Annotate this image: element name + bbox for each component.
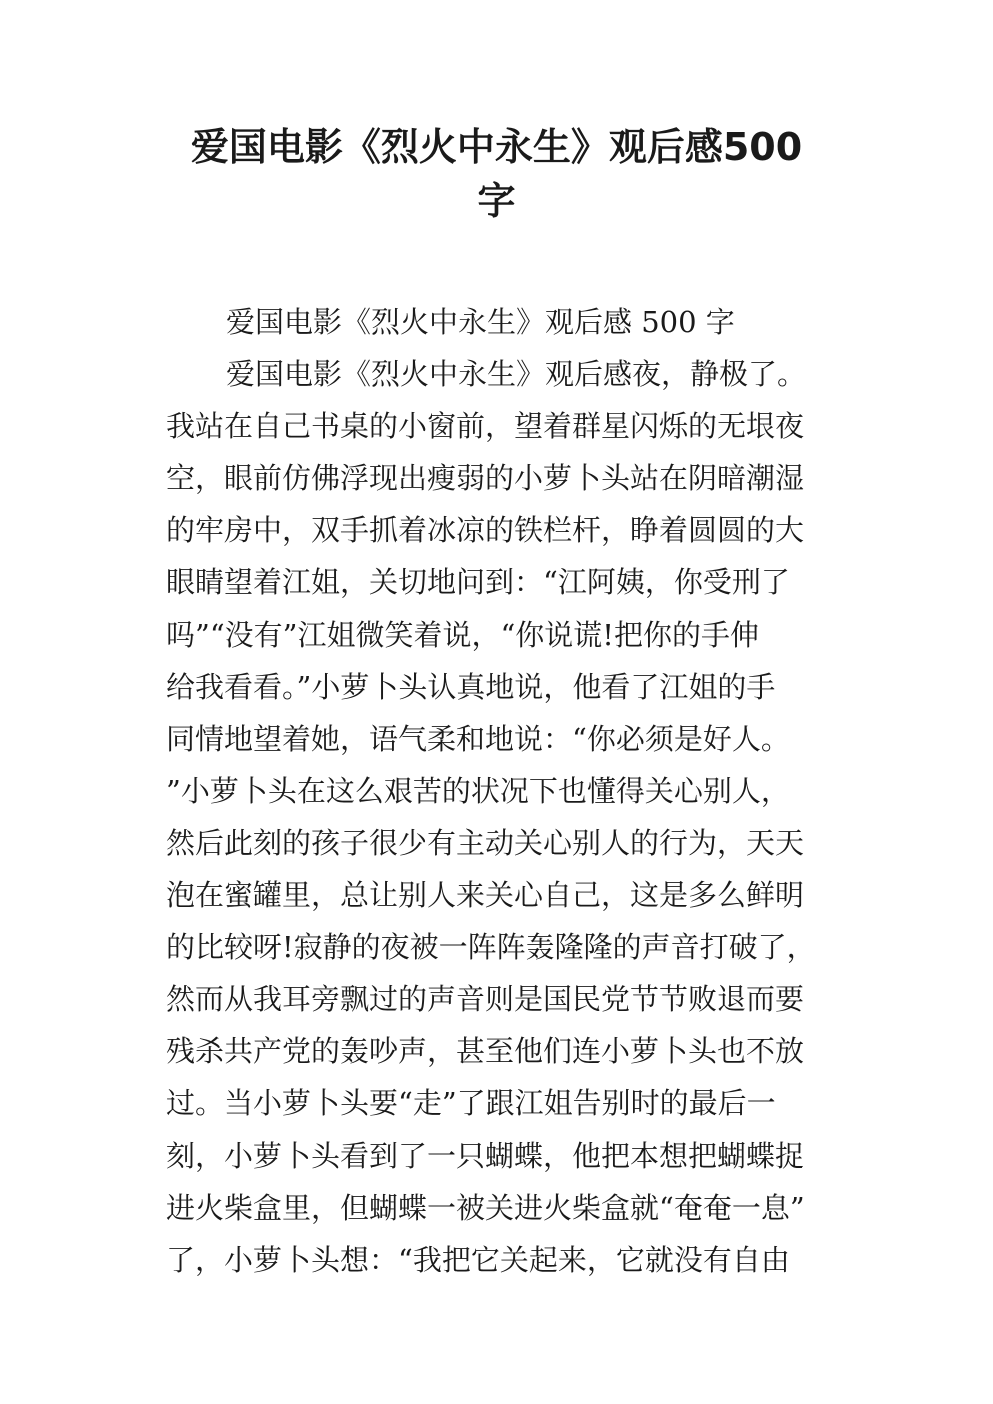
document-body xyxy=(166,296,846,1286)
body-line: 过。当小萝卜头要“走”了跟江姐告别时的最后一 xyxy=(166,1086,776,1121)
body-line: 进火柴盒里，但蝴蝶一被关进火柴盒就“奄奄一息” xyxy=(166,1190,805,1225)
body-line: ”小萝卜头在这么艰苦的状况下也懂得关心别人， xyxy=(166,773,790,808)
body-line: 了，小萝卜头想：“我把它关起来，它就没有自由 xyxy=(166,1242,790,1277)
body-line: 空，眼前仿佛浮现出瘦弱的小萝卜头站在阴暗潮湿 xyxy=(166,461,805,496)
body-line: 残杀共产党的轰吵声，甚至他们连小萝卜头也不放 xyxy=(166,1034,805,1069)
body-line: 然后此刻的孩子很少有主动关心别人的行为，天天 xyxy=(166,825,805,860)
body-line: 我站在自己书桌的小窗前，望着群星闪烁的无垠夜 xyxy=(166,409,805,444)
body-line-paragraph-start: 爱国电影《烈火中永生》观后感夜，静极了。 xyxy=(226,357,807,392)
body-line: 然而从我耳旁飘过的声音则是国民党节节败退而要 xyxy=(166,982,805,1017)
body-line: 同情地望着她，语气柔和地说：“你必须是好人。 xyxy=(166,721,790,756)
body-line: 的牢房中，双手抓着冰凉的铁栏杆，睁着圆圆的大 xyxy=(166,513,805,548)
body-line-subtitle: 爱国电影《烈火中永生》观后感 500 字 xyxy=(226,305,735,339)
body-line: 给我看看。”小萝卜头认真地说，他看了江姐的手 xyxy=(166,669,776,704)
document-title xyxy=(150,120,843,228)
body-line: 的比较呀!寂静的夜被一阵阵轰隆隆的声音打破了， xyxy=(166,930,816,965)
body-line: 眼睛望着江姐，关切地问到：“江阿姨，你受刑了 xyxy=(166,565,790,600)
body-line: 泡在蜜罐里，总让别人来关心自己，这是多么鲜明 xyxy=(166,878,805,913)
title-line-1: 爱国电影《烈火中永生》观后感500 xyxy=(190,125,803,169)
body-line: 刻，小萝卜头看到了一只蝴蝶，他把本想把蝴蝶捉 xyxy=(166,1138,805,1173)
title-line-2: 字 xyxy=(477,179,516,223)
body-line: 吗”“没有”江姐微笑着说，“你说谎!把你的手伸 xyxy=(166,617,759,652)
